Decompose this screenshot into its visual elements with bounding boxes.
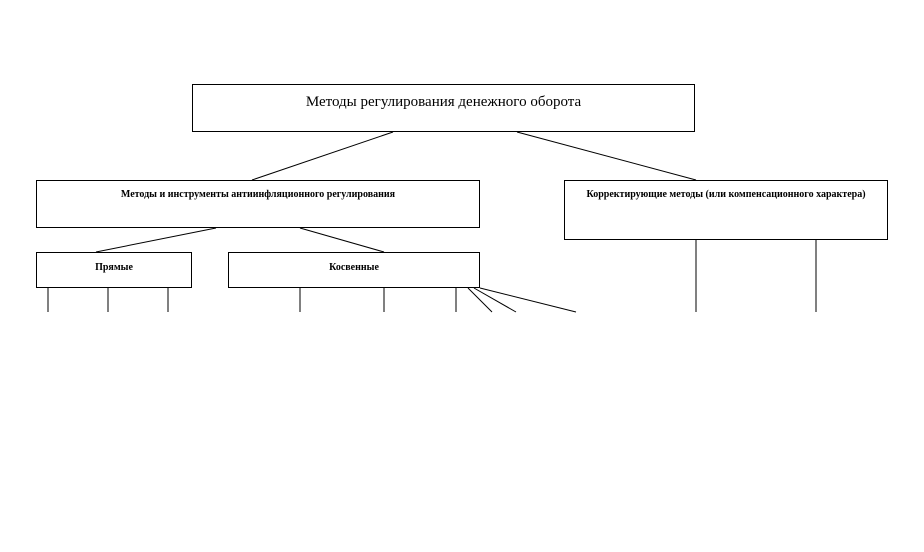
anti-inflation-node <box>36 180 480 228</box>
root-node-label: Методы регулирования денежного оборота <box>305 94 582 110</box>
indirect-node <box>228 252 480 288</box>
direct-node <box>36 252 192 288</box>
corrective-node-label: Корректирующие методы (или компенсационного характера) <box>586 189 866 200</box>
root-node <box>192 84 695 132</box>
connector-anti-indirect <box>300 228 384 252</box>
corrective-node <box>564 180 888 240</box>
anti-inflation-node-label: Методы и инструменты антиинфляционного регулирования <box>120 189 396 200</box>
indirect-node-label: Косвенные <box>329 262 379 273</box>
direct-node-label: Прямые <box>95 262 133 273</box>
connector-root-anti <box>252 132 393 180</box>
connector-root-corrective <box>517 132 696 180</box>
connector-anti-direct <box>96 228 216 252</box>
